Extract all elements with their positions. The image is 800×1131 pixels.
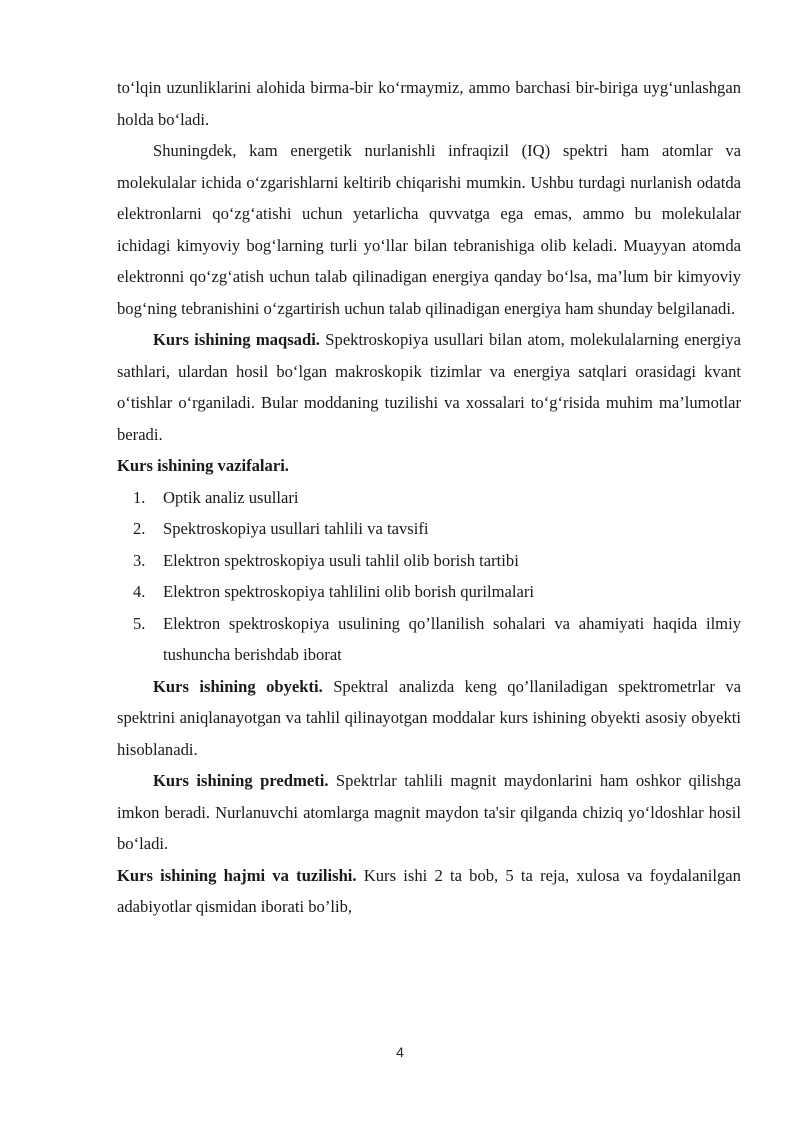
subject-text: Spektrlar tahlili magnit maydonlarini ham oshkor qilishga imkon beradi. Nurlanuvchi atomlarga magnit maydon ta'sir qilganda chiziq yo‘ldoshlar hosil bo‘ladi.: [117, 771, 741, 853]
page-body: [117, 72, 741, 923]
list-item-number: 2.: [133, 519, 146, 538]
list-item-text: Elektron spektroskopiya usulining qo’llanilish sohalari va ahamiyati haqida ilmiy tushuncha berishdab iborat: [163, 613, 741, 664]
list-item-text: Elektron spektroskopiya usuli tahlil olib borish tartibi: [163, 550, 519, 570]
list-item: [117, 576, 741, 608]
paragraph-object: [117, 671, 741, 766]
list-item: [117, 608, 741, 671]
list-item-number: 3.: [133, 550, 146, 570]
page-number: 4: [396, 1044, 404, 1060]
paragraph-infrared: Shuningdek, kam energetik nurlanishli infraqizil (IQ) spektri ham atomlar va molekulalar ichida o‘zgarishlarni keltirib chiqarishi mumkin. Ushbu turdagi nurlanish odatda elektronlarni qo‘zg‘atishi uchun yetarlicha quvvatga ega emas, ammo bu molekulalar ichidagi kimyoviy bog‘larning turli yo‘llar bilan tebranishiga olib keladi. Muayyan atomda elektronni qo‘zg‘atish uchun talab qilinadigan energiya qanday bo‘lsa, ma’lum bir kimyoviy bog‘ning tebranishini o‘zgartirish uchun talab qilinadigan energiya ham shunday belgilanadi.: [117, 141, 741, 318]
paragraph-goal: [117, 324, 741, 450]
paragraph-structure: [117, 860, 741, 923]
list-item-number: 4.: [133, 582, 146, 601]
structure-label: Kurs ishining hajmi va tuzilishi.: [117, 865, 357, 885]
list-item-text: Optik analiz usullari: [163, 487, 299, 507]
goal-text: Spektroskopiya usullari bilan atom, molekulalarning energiya sathlari, ulardan hosil bo‘lgan makroskopik tizimlar va energiya satqlari orasidagi kvant o‘tishlar o‘rganiladi. Bular moddaning tuzilishi va xossalari to‘g‘risida muhim ma’lumotlar beradi.: [117, 330, 741, 444]
list-item-text: Spektroskopiya usullari tahlili va tavsifi: [163, 519, 429, 538]
object-label: Kurs ishining obyekti.: [153, 676, 323, 696]
tasks-heading: Kurs ishining vazifalari.: [117, 456, 289, 475]
list-item-number: 1.: [133, 487, 146, 507]
list-item-text: Elektron spektroskopiya tahlilini olib borish qurilmalari: [163, 582, 534, 601]
object-text: Spektral analizda keng qo’llaniladigan spektrometrlar va spektrini aniqlanayotgan va tahlil qilinayotgan moddalar kurs ishining obyekti asosiy obyekti hisoblanadi.: [117, 676, 741, 759]
paragraph-subject: [117, 765, 741, 860]
paragraph-wavelengths: to‘lqin uzunliklarini alohida birma-bir ko‘rmaymiz, ammo barchasi bir-biriga uyg‘unlashgan holda bo‘ladi.: [117, 78, 741, 129]
tasks-list: [117, 482, 741, 671]
structure-text: Kurs ishi 2 ta bob, 5 ta reja, xulosa va foydalanilgan adabiyotlar qismidan iborati bo’lib,: [117, 865, 741, 916]
list-item: [117, 513, 741, 545]
subject-label: Kurs ishining predmeti.: [153, 771, 329, 790]
list-item: [117, 545, 741, 577]
list-item-number: 5.: [133, 613, 146, 633]
list-item: [117, 482, 741, 514]
goal-label: Kurs ishining maqsadi.: [153, 330, 320, 349]
